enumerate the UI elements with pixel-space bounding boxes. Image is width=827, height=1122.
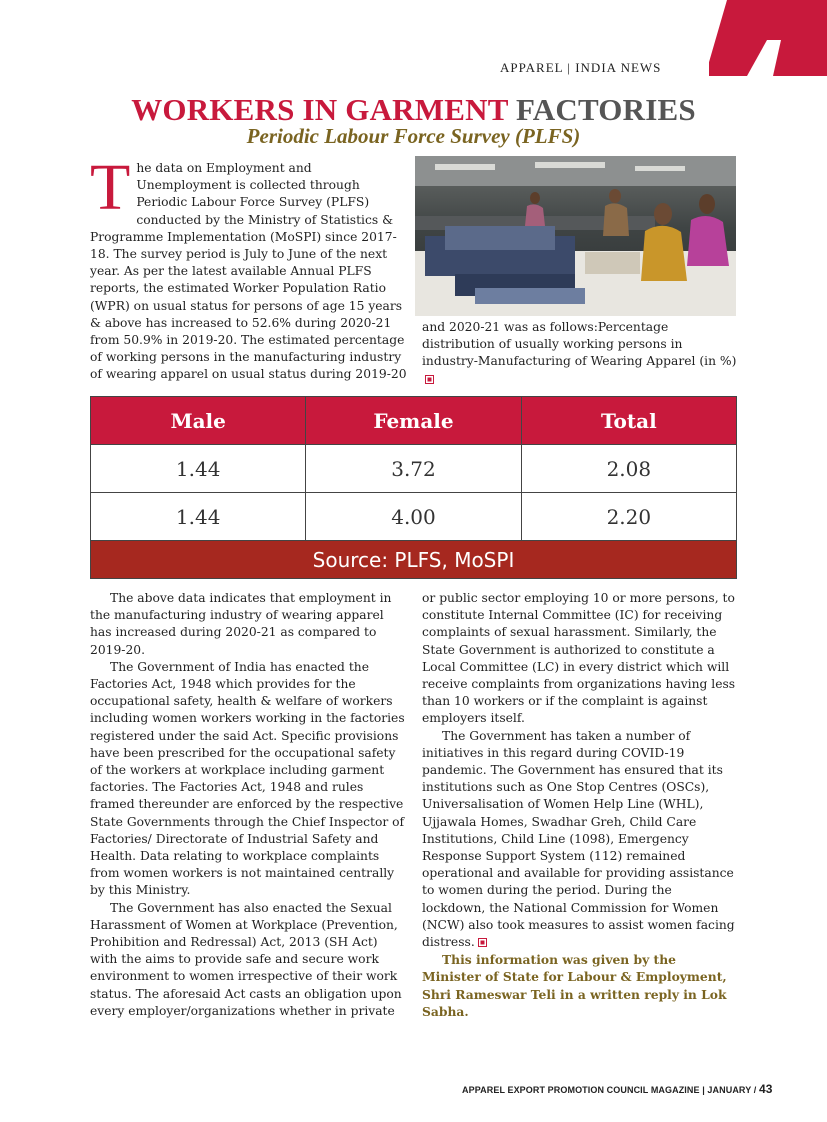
- footer-text: APPAREL EXPORT PROMOTION COUNCIL MAGAZINE | JANUARY /: [462, 1085, 757, 1095]
- page-number: 43: [758, 1082, 773, 1096]
- intro-continued: [422, 319, 738, 388]
- body-right-column: [422, 590, 738, 1020]
- intro-continued-text: and 2020-21 was as follows:Percentage distribution of usually working persons in industry-Manufacturing of Wearing Apparel (in %): [422, 320, 737, 369]
- end-mark-icon: [478, 938, 487, 947]
- garment-factory-photo: [415, 156, 736, 316]
- cell-total: 2.08: [521, 445, 736, 493]
- body-paragraph: [422, 728, 738, 952]
- credit-note: This information was given by the Minister of State for Labour & Employment, Shri Rameswar Teli in a written reply in Lok Sabha.: [422, 952, 727, 1019]
- page-subtitle: Periodic Labour Force Survey (PLFS): [246, 124, 581, 148]
- header-total: Total: [521, 397, 736, 445]
- body-paragraph: The above data indicates that employment in the manufacturing industry of wearing apparel has increased during 2020-21 as compared to 2019-20.: [90, 591, 392, 657]
- table-row: [91, 445, 737, 493]
- title-part-gray: FACTORIES: [515, 92, 696, 127]
- body-paragraph: The Government of India has enacted the Factories Act, 1948 which provides for the occupational safety, health & welfare of workers including women workers working in the factories registered under the said Act. Specific provisions have been prescribed for the occupational safety of the workers at workplace including garment factories. The Factories Act, 1948 and rules framed thereunder are enforced by the respective State Governments through the Chief Inspector of Factories/ Directorate of Industrial Safety and Health. Data relating to workplace complaints from women workers is not maintained centrally by this Ministry.: [90, 659, 405, 898]
- end-mark-icon: [425, 375, 434, 384]
- page-title: [0, 92, 827, 128]
- table-row: [91, 493, 737, 541]
- cell-total: 2.20: [521, 493, 736, 541]
- cell-male: 1.44: [91, 493, 306, 541]
- section-label: APPAREL | INDIA NEWS: [500, 60, 662, 75]
- cell-female: 3.72: [306, 445, 521, 493]
- table-source: Source: PLFS, MoSPI: [91, 541, 737, 579]
- body-paragraph: The Government has also enacted the Sexual Harassment of Women at Workplace (Prevention, Prohibition and Redressal) Act, 2013 (SH Act) with the aims to provide safe and secure work environment to women irrespective of their work status. The aforesaid Act casts an obligation upon every employer/organizations whether in private: [90, 900, 402, 1018]
- intro-text: he data on Employment and Unemployment is collected through Periodic Labour Force Survey (PLFS) conducted by the Ministry of Statistics & Programme Implementation (MoSPI) since 2017-18. The survey period is July to June of the next year. As per the latest available Annual PLFS reports, the estimated Worker Population Ratio (WPR) on usual status for persons of age 15 years & above has increased to 52.6% during 2020-21 from 50.9% in 2019-20. The estimated percentage of working persons in the manufacturing industry of wearing apparel on usual status during 2019-20: [90, 161, 407, 382]
- table-source-row: [91, 541, 737, 579]
- logo-a-icon: [677, 0, 827, 76]
- intro-paragraph: [90, 151, 408, 384]
- body-left-column: [90, 590, 406, 1020]
- body-paragraph: or public sector employing 10 or more persons, to constitute Internal Committee (IC) for receiving complaints of sexual harassment. Similarly, the State Government is authorized to constitute a Local Committee (LC) in every district which will receive complaints from organizations having less than 10 workers or if the complaint is against employers itself.: [422, 591, 736, 726]
- header-male: Male: [91, 397, 306, 445]
- header-female: Female: [306, 397, 521, 445]
- cell-female: 4.00: [306, 493, 521, 541]
- title-part-red: WORKERS IN GARMENT: [131, 92, 509, 127]
- dropcap: T: [90, 151, 131, 224]
- body-paragraph-text: The Government has taken a number of initiatives in this regard during COVID-19 pandemic. The Government has ensured that its institutions such as One Stop Centres (OSCs), Universalisation of Women Help Line (WHL), Ujjawala Homes, Swadhar Greh, Child Care Institutions, Child Line (1098), Emergency Response Support System (112) remained operational and available for providing assistance to women during the period. During the lockdown, the National Commission for Women (NCW) also took measures to assist women facing distress.: [422, 728, 735, 950]
- plfs-table: [90, 396, 737, 579]
- table-header-row: [91, 397, 737, 445]
- cell-male: 1.44: [91, 445, 306, 493]
- page-footer: [462, 1082, 773, 1096]
